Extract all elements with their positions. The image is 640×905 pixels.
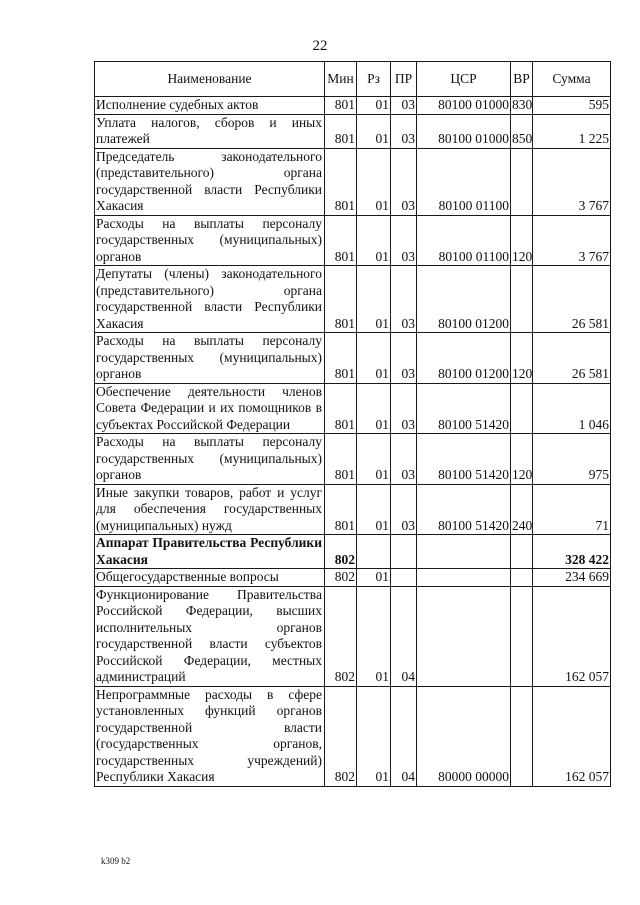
cell-csr (417, 586, 511, 686)
cell-min: 802 (325, 535, 357, 569)
cell-min: 801 (325, 333, 357, 384)
cell-name: Депутаты (члены) законодательного (представительного) органа государственной власти Республики Хакасия (95, 266, 325, 333)
cell-sum: 1 225 (533, 114, 611, 148)
cell-pr: 03 (391, 333, 417, 384)
cell-vr (511, 569, 533, 587)
cell-vr: 120 (511, 434, 533, 485)
header-name: Наименование (95, 62, 325, 97)
cell-vr (511, 148, 533, 215)
cell-csr: 80100 01100 (417, 148, 511, 215)
header-pr: ПР (391, 62, 417, 97)
cell-sum: 595 (533, 97, 611, 115)
cell-min: 802 (325, 569, 357, 587)
cell-sum: 3 767 (533, 148, 611, 215)
cell-name: Функционирование Правительства Российской Федерации, высших исполнительных органов государственной власти субъектов Российской Федерации, местных администраций (95, 586, 325, 686)
page-number: 22 (312, 38, 328, 54)
table-row (95, 97, 611, 115)
cell-pr: 03 (391, 383, 417, 434)
cell-rz: 01 (357, 333, 391, 384)
cell-csr: 80100 51420 (417, 383, 511, 434)
table-row (95, 686, 611, 786)
cell-rz: 01 (357, 114, 391, 148)
cell-vr (511, 586, 533, 686)
cell-sum: 162 057 (533, 686, 611, 786)
cell-vr: 830 (512, 97, 533, 112)
cell-name: Аппарат Правительства Республики Хакасия (95, 535, 325, 569)
cell-sum: 26 581 (533, 266, 611, 333)
cell-csr: 80100 51420 (417, 434, 511, 485)
cell-min: 802 (325, 586, 357, 686)
header-csr: ЦСР (417, 62, 511, 97)
cell-vr (511, 686, 533, 786)
cell-name: Исполнение судебных актов (95, 97, 325, 115)
table-row (95, 215, 611, 266)
cell-csr (417, 535, 511, 569)
cell-csr: 80100 01000 (417, 114, 511, 148)
header-rz: Рз (357, 62, 391, 97)
cell-csr: 80000 00000 (417, 686, 511, 786)
cell-rz: 01 (357, 434, 391, 485)
cell-min: 801 (325, 215, 357, 266)
table-row (95, 535, 611, 569)
cell-vr: 120 (511, 333, 533, 384)
header-vr: ВР (511, 62, 533, 97)
cell-min: 801 (325, 484, 357, 535)
cell-pr: 03 (391, 434, 417, 485)
cell-rz: 01 (357, 266, 391, 333)
cell-pr: 03 (391, 97, 417, 115)
cell-csr: 80100 01200 (417, 266, 511, 333)
cell-sum: 234 669 (533, 569, 611, 587)
cell-pr: 03 (391, 114, 417, 148)
cell-pr (391, 535, 417, 569)
table-body (95, 97, 611, 787)
cell-name: Непрограммные расходы в сфере установленных функций органов государственной власти (государственных органов, государственных учреждений) Республики Хакасия (95, 686, 325, 786)
cell-pr: 04 (391, 586, 417, 686)
cell-rz: 01 (357, 97, 391, 115)
cell-csr: 80100 01000 (417, 97, 511, 115)
cell-csr: 80100 51420 (417, 484, 511, 535)
cell-min: 801 (325, 148, 357, 215)
cell-rz: 01 (357, 215, 391, 266)
cell-rz: 01 (357, 686, 391, 786)
cell-rz: 01 (357, 383, 391, 434)
cell-name: Расходы на выплаты персоналу государственных (муниципальных) органов (95, 434, 325, 485)
cell-vr: 850 (511, 114, 533, 148)
footer-code: k309 b2 (101, 856, 131, 866)
cell-name: Председатель законодательного (представительного) органа государственной власти Республики Хакасия (95, 148, 325, 215)
cell-vr (511, 535, 533, 569)
cell-rz: 01 (357, 586, 391, 686)
table-row (95, 484, 611, 535)
cell-vr: 120 (511, 215, 533, 266)
table-row (95, 114, 611, 148)
cell-rz: 01 (357, 148, 391, 215)
cell-name: Иные закупки товаров, работ и услуг для обеспечения государственных (муниципальных) нужд (95, 484, 325, 535)
cell-min: 801 (325, 383, 357, 434)
cell-min: 802 (325, 686, 357, 786)
budget-table (94, 61, 611, 787)
header-sum: Сумма (533, 62, 611, 97)
table-row (95, 569, 611, 587)
cell-pr: 03 (391, 215, 417, 266)
table-row (95, 383, 611, 434)
cell-sum: 975 (533, 434, 611, 485)
cell-vr: 240 (511, 484, 533, 535)
cell-name: Уплата налогов, сборов и иных платежей (95, 114, 325, 148)
cell-sum: 328 422 (533, 535, 611, 569)
header-min: Мин (325, 62, 357, 97)
cell-pr: 03 (391, 484, 417, 535)
cell-csr: 80100 01100 (417, 215, 511, 266)
cell-sum: 3 767 (533, 215, 611, 266)
cell-name: Общегосударственные вопросы (95, 569, 325, 587)
cell-name: Обеспечение деятельности членов Совета Федерации и их помощников в субъектах Российской Федерации (95, 383, 325, 434)
cell-min: 801 (325, 114, 357, 148)
cell-rz: 01 (357, 569, 391, 587)
cell-pr: 04 (391, 686, 417, 786)
table-row (95, 148, 611, 215)
cell-csr: 80100 01200 (417, 333, 511, 384)
cell-min: 801 (325, 434, 357, 485)
cell-vr (511, 383, 533, 434)
cell-sum: 1 046 (533, 383, 611, 434)
cell-name: Расходы на выплаты персоналу государственных (муниципальных) органов (95, 215, 325, 266)
cell-min: 801 (325, 97, 357, 115)
table-row (95, 434, 611, 485)
cell-rz: 01 (357, 484, 391, 535)
cell-pr: 03 (391, 266, 417, 333)
table-header-row (95, 62, 611, 97)
cell-pr (391, 569, 417, 587)
cell-vr (511, 266, 533, 333)
cell-pr: 03 (391, 148, 417, 215)
cell-sum: 71 (533, 484, 611, 535)
table-row (95, 333, 611, 384)
cell-sum: 26 581 (533, 333, 611, 384)
cell-name: Расходы на выплаты персоналу государственных (муниципальных) органов (95, 333, 325, 384)
cell-csr (417, 569, 511, 587)
cell-rz (357, 535, 391, 569)
cell-min: 801 (325, 266, 357, 333)
cell-sum: 162 057 (533, 586, 611, 686)
table-row (95, 586, 611, 686)
table-row (95, 266, 611, 333)
